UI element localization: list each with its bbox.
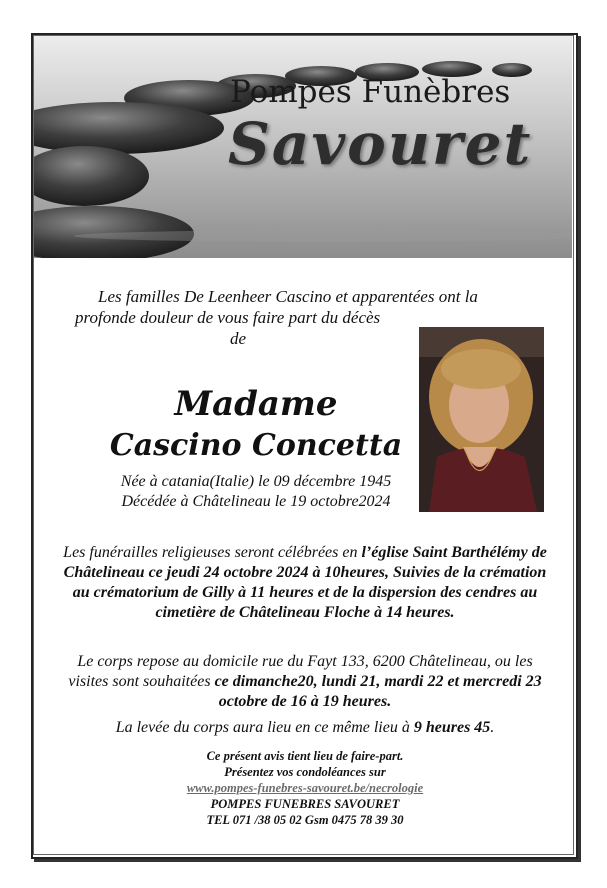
intro-line-1: Les familles De Leenheer Cascino et apparentées ont la [98, 287, 478, 306]
levee-intro: La levée du corps aura lieu en ce même lieu à [115, 719, 414, 736]
footer-condolences [60, 764, 550, 796]
funeral-bold: l’église Saint Barthélémy de Châtelineau ce jeudi 24 octobre 2024 à 10heures, Suivies de la crémation au crématorium de Gilly à 11 heures et de la dispersion des cendres au cimetière de Châtelineau Floche à 14 heures. [63, 544, 547, 621]
levee-end: . [490, 719, 495, 736]
deceased-name: Cascino Concetta [109, 428, 403, 463]
deceased-title: Madame [174, 384, 338, 424]
deceased-dates [90, 472, 422, 512]
footer-notice: Ce présent avis tient lieu de faire-part. [206, 749, 404, 763]
footer-phone: TEL 071 /38 05 02 Gsm 0475 78 39 30 [206, 813, 404, 827]
funeral-intro: Les funérailles religieuses seront célébrées en [63, 544, 362, 561]
visitation-bold: ce dimanche20, lundi 21, mardi 22 et mercredi 23 octobre de 16 à 19 heures. [214, 673, 542, 710]
necrology-link[interactable]: www.pompes-funebres-savouret.be/necrologie [186, 781, 424, 795]
portrait-image [419, 327, 544, 512]
intro-line-3: de [230, 329, 247, 348]
funeral-details [60, 543, 550, 623]
visitation-details [60, 652, 550, 712]
footer [60, 748, 550, 828]
levee-details [60, 718, 550, 738]
brand-line-1: Pompes Funèbres [230, 74, 511, 110]
brand-logo-text: Savouret [228, 110, 533, 178]
death-line: Décédée à Châtelineau le 19 octobre2024 [121, 493, 391, 510]
footer-company: POMPES FUNEBRES SAVOURET [210, 797, 400, 811]
condolences-label: Présentez vos condoléances sur [224, 765, 386, 779]
birth-line: Née à catania(Italie) le 09 décembre 1945 [120, 473, 392, 490]
visitation-intro: Le corps repose au domicile rue du Fayt 133, 6200 Châtelineau, ou les visites sont souhaitées [68, 653, 533, 690]
deceased-photo [419, 327, 544, 512]
intro-line-2: profonde douleur de vous faire part du décès [75, 308, 381, 327]
levee-time: 9 heures 45 [413, 719, 491, 736]
